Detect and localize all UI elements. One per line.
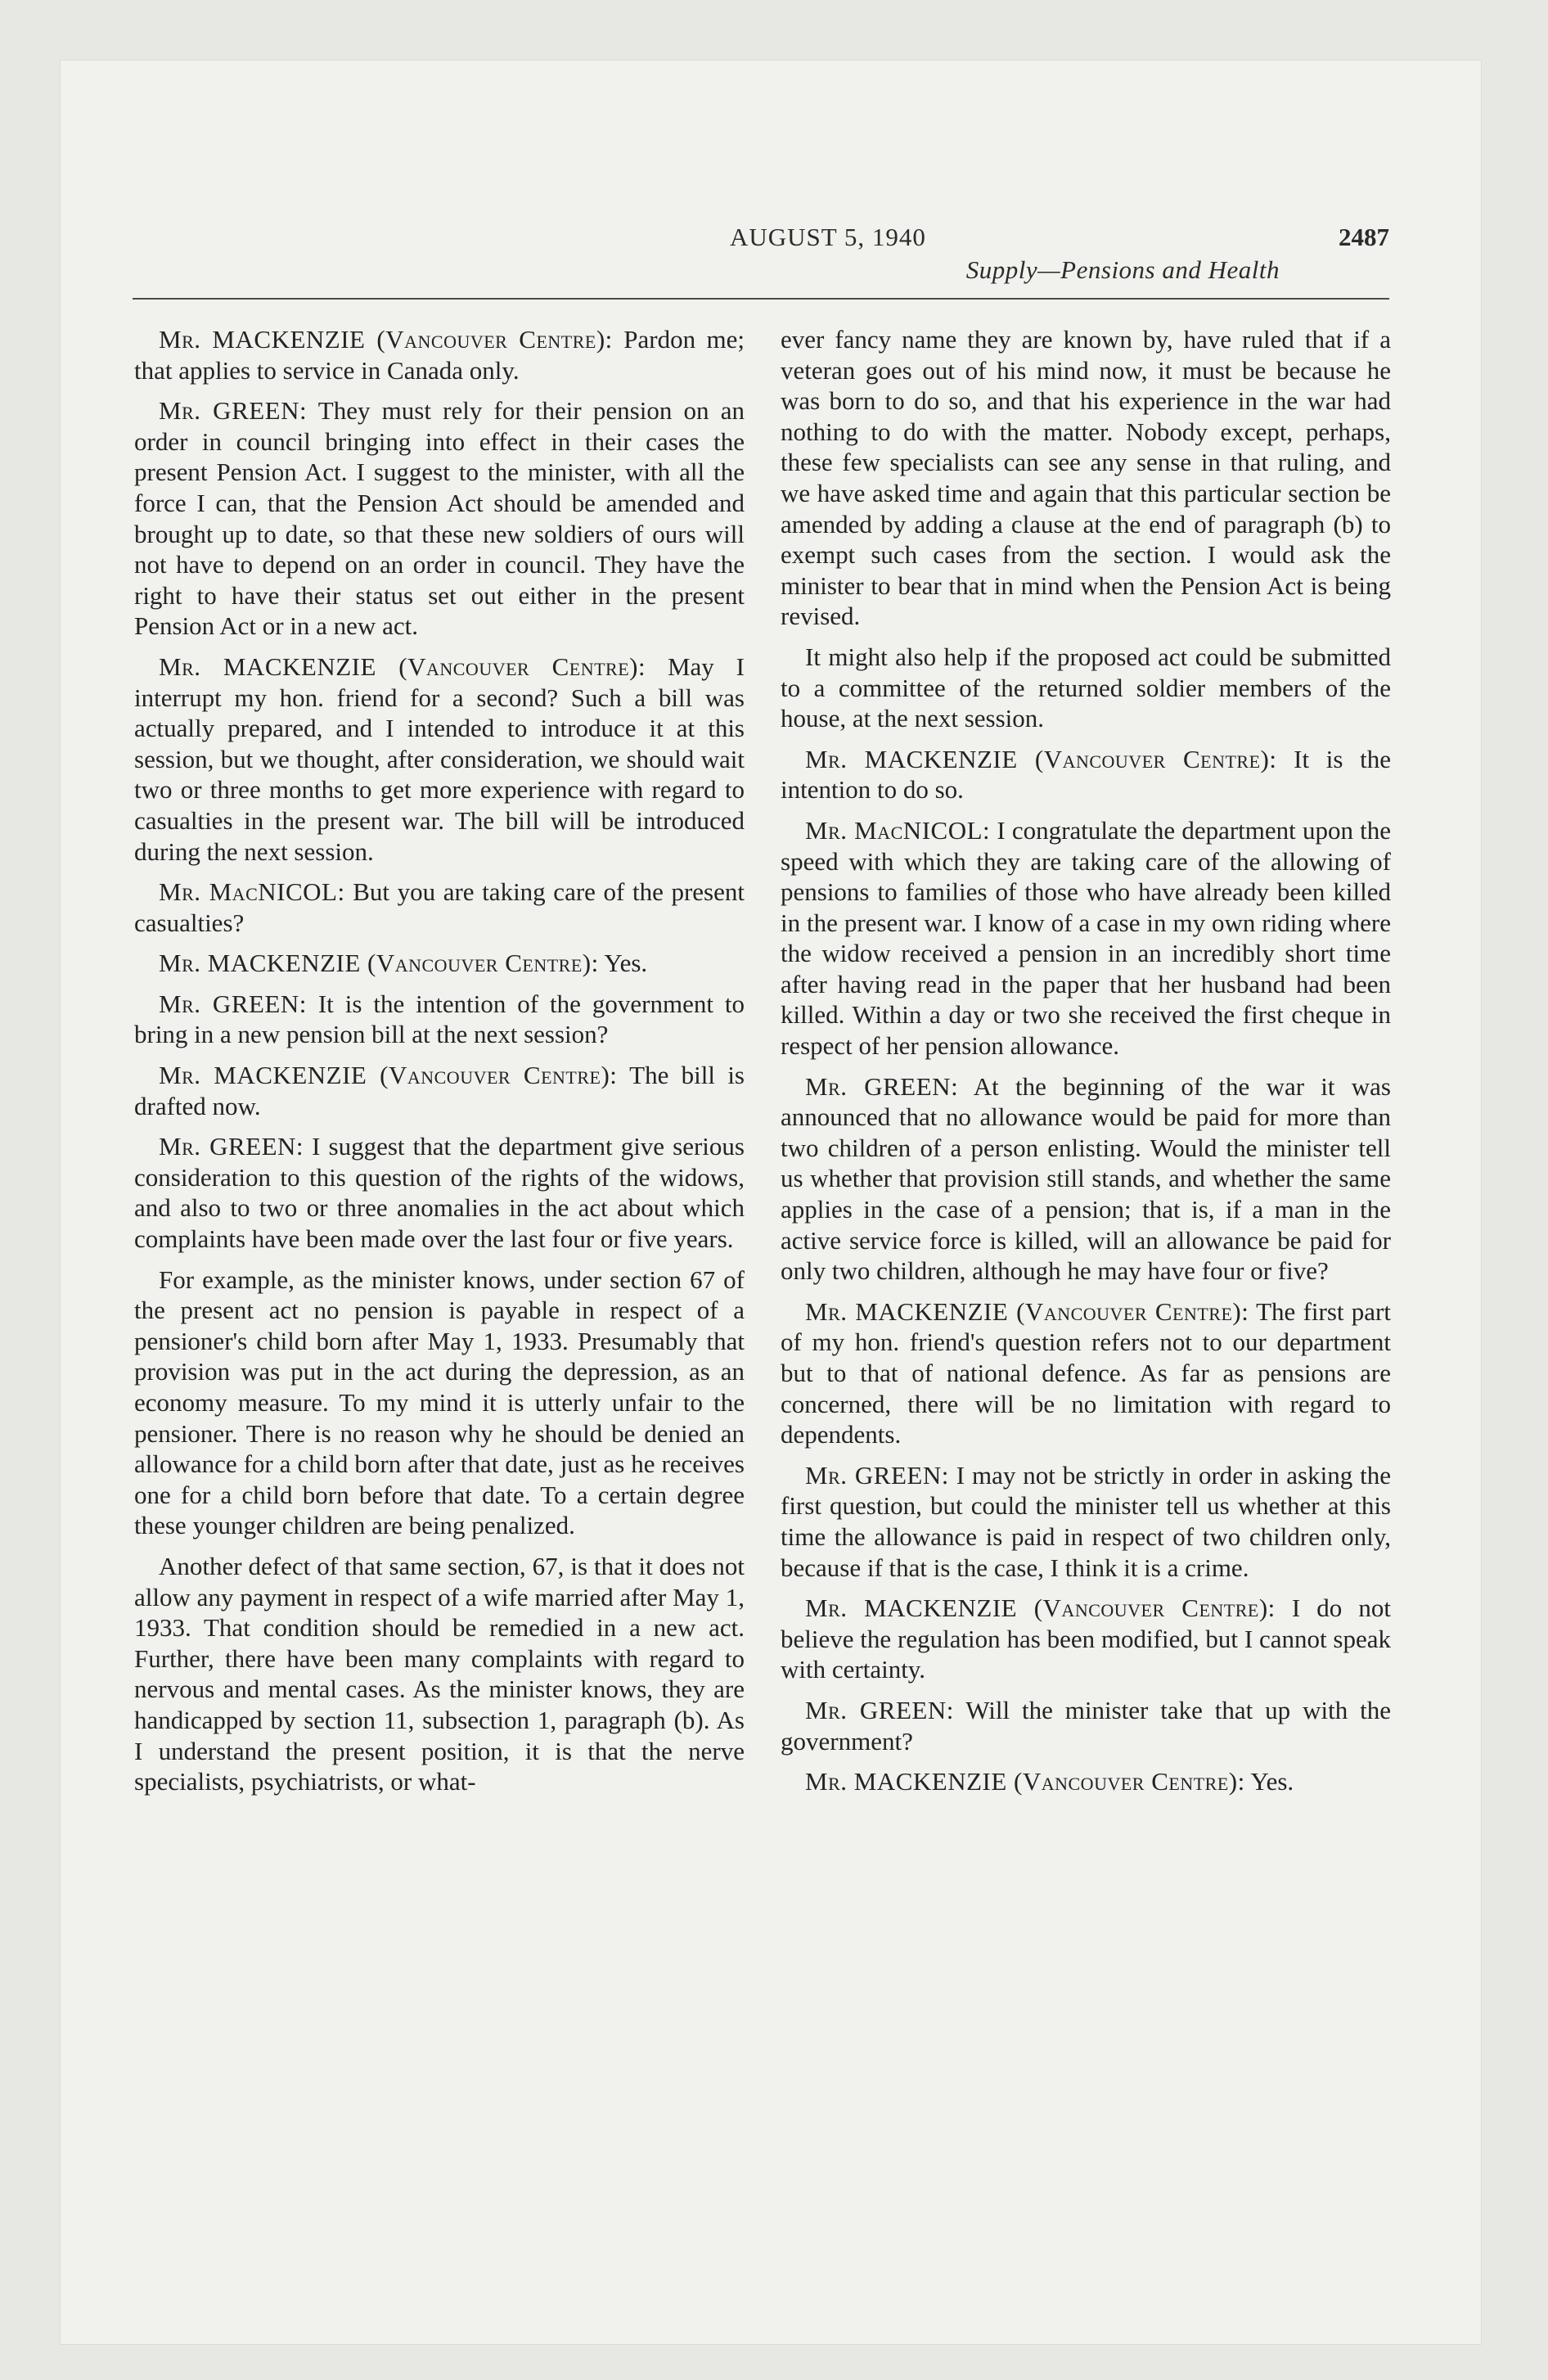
paragraph — [781, 1460, 1391, 1583]
header-rule — [133, 298, 1389, 300]
speaker-name: Mr. MACKENZIE (Vancouver Centre): — [805, 1296, 1249, 1326]
paragraph-text: Will the minister take that up with the government? — [781, 1695, 1391, 1756]
paragraph — [781, 815, 1391, 1062]
page-number: 2487 — [1339, 223, 1389, 251]
paragraph — [781, 1593, 1391, 1685]
speaker-name: Mr. MACKENZIE (Vancouver Centre): — [805, 1593, 1276, 1623]
paragraph-text: It is the intention to do so. — [781, 744, 1392, 805]
paragraph — [781, 1071, 1391, 1287]
header-date: AUGUST 5, 1940 — [730, 223, 926, 251]
paragraph-text: I do not believe the regulation has been modified, but I cannot speak with certainty. — [781, 1593, 1392, 1684]
speaker-name: Mr. MACKENZIE (Vancouver Centre): — [159, 651, 646, 681]
page — [61, 61, 1481, 2344]
paragraph-text: It might also help if the proposed act could be submitted to a committee of the returned soldier members of the house, at the next session. — [781, 642, 1391, 733]
paragraph — [134, 948, 745, 979]
paragraph — [781, 1296, 1391, 1450]
paragraph — [134, 1551, 745, 1797]
page-header — [133, 159, 1389, 298]
speaker-name: Mr. MACKENZIE (Vancouver Centre): — [159, 949, 599, 978]
paragraph-text: I suggest that the department give serious consideration to this question of the rights of the widows, and also to two or three anomalies in the act about which complaints have been made over the last four or five years. — [134, 1132, 745, 1254]
paragraph — [134, 1264, 745, 1541]
paragraph — [781, 1695, 1391, 1756]
paragraph-text: May I interrupt my hon. friend for a second? Such a bill was actually prepared, and I intended to introduce it at this session, but we thought, after consideration, we should wait two or three months to get more experience with regard to casualties in the present war. The bill will be introduced during the next session. — [134, 651, 745, 866]
speaker-name: Mr. MACKENZIE (Vancouver Centre): — [159, 325, 613, 354]
paragraph-text: I congratulate the department upon the speed with which they are taking care of the allowing of pensions to families of those who have already been killed in the present war. I know of a case in my own riding where the widow received a pension in an incredibly short time after having read in the paper that her husband had been killed. Within a day or two she received the first cheque in respect of her pension allowance. — [781, 815, 1392, 1061]
section-title: Supply—Pensions and Health — [965, 255, 1280, 284]
left-column — [134, 324, 745, 1807]
paragraph — [134, 1060, 745, 1121]
paragraph-text: At the beginning of the war it was announced that no allowance would be paid for more than two children of a person enlisting. Would the minister tell us whether that provision still stands, and whether the same applies in the case of a pension; that is, if a man in the active service force is killed, will an allowance be paid for only two children, although he may have four or five? — [781, 1071, 1391, 1286]
paragraph-text: Yes. — [1250, 1767, 1294, 1796]
paragraph — [134, 651, 745, 867]
paragraph — [134, 1131, 745, 1254]
paragraph-text: ever fancy name they are known by, have ruled that if a veteran goes out of his mind now, it must be because he was born to do so, and that his experience in the war had nothing to do with the matter. Nobody except, perhaps, these few specialists can see any sense in that ruling, and we have asked time and again that this particular section be amended by adding a clause at the end of paragraph (b) to exempt such cases from the section. I would ask the minister to bear that in mind when the Pension Act is being revised. — [781, 325, 1391, 631]
right-column — [781, 324, 1391, 1807]
paragraph-text: But you are taking care of the present casualties? — [134, 877, 745, 937]
paragraph-text: I may not be strictly in order in asking the first question, but could the minister tell us whether at this time the allowance is paid in respect of two children only, because if that is the case, I think it is a crime. — [781, 1460, 1391, 1582]
paragraph — [781, 744, 1391, 805]
speaker-name: Mr. MACKENZIE (Vancouver Centre): — [805, 1767, 1245, 1796]
paragraph — [781, 1766, 1391, 1797]
paragraph — [134, 324, 745, 385]
speaker-name: Mr. MACKENZIE (Vancouver Centre): — [805, 744, 1277, 773]
speaker-name: Mr. GREEN: — [159, 1132, 304, 1161]
paragraph — [781, 324, 1391, 632]
paragraph-text: Pardon me; that applies to service in Canada only. — [134, 325, 745, 385]
paragraph — [134, 989, 745, 1050]
speaker-name: Mr. GREEN: — [805, 1695, 954, 1724]
speaker-name: Mr. GREEN: — [159, 989, 307, 1018]
paragraph-text: It is the intention of the government to bring in a new pension bill at the next session? — [134, 989, 745, 1049]
paragraph-text: The first part of my hon. friend's question refers not to our department but to that of national defence. As far as pensions are concerned, there will be no limitation with regard to dependents. — [781, 1296, 1391, 1449]
speaker-name: Mr. MacNICOL: — [159, 877, 345, 907]
paragraph-text: They must rely for their pension on an order in council bringing into effect in their cases the present Pension Act. I suggest to the minister, with all the force I can, that the Pension Act should be amended and brought up to date, so that these new soldiers of ours will not have to depend on an order in council. They have the right to have their status set out either in the present Pension Act or in a new act. — [134, 396, 745, 641]
paragraph-text: The bill is drafted now. — [134, 1061, 745, 1120]
paragraph-text: Yes. — [604, 949, 648, 978]
paragraph — [134, 395, 745, 642]
speaker-name: Mr. GREEN: — [159, 396, 308, 426]
paragraph-text: For example, as the minister knows, under section 67 of the present act no pension is payable in respect of a pensioner's child born after May 1, 1933. Presumably that provision was put in the act during the depression, as an economy measure. To my mind it is utterly unfair to the pensioner. There is no reason why he should be denied an allowance for a child born after that date, just as he receives one for a child born before that date. To a certain degree these younger children are being penalized. — [134, 1264, 745, 1540]
speaker-name: Mr. GREEN: — [805, 1460, 949, 1490]
paragraph-text: Another defect of that same section, 67, is that it does not allow any payment in respect of a wife married after May 1, 1933. That condition should be remedied in a new act. Further, there have been many complaints with regard to nervous and mental cases. As the minister knows, they are handicapped by section 11, subsection 1, paragraph (b). As I understand the present position, it is that the nerve specialists, psychiatrists, or what- — [134, 1551, 745, 1796]
paragraph — [781, 642, 1391, 734]
paragraph — [134, 877, 745, 938]
speaker-name: Mr. MacNICOL: — [805, 815, 991, 845]
speaker-name: Mr. MACKENZIE (Vancouver Centre): — [159, 1061, 618, 1090]
speaker-name: Mr. GREEN: — [805, 1071, 959, 1101]
